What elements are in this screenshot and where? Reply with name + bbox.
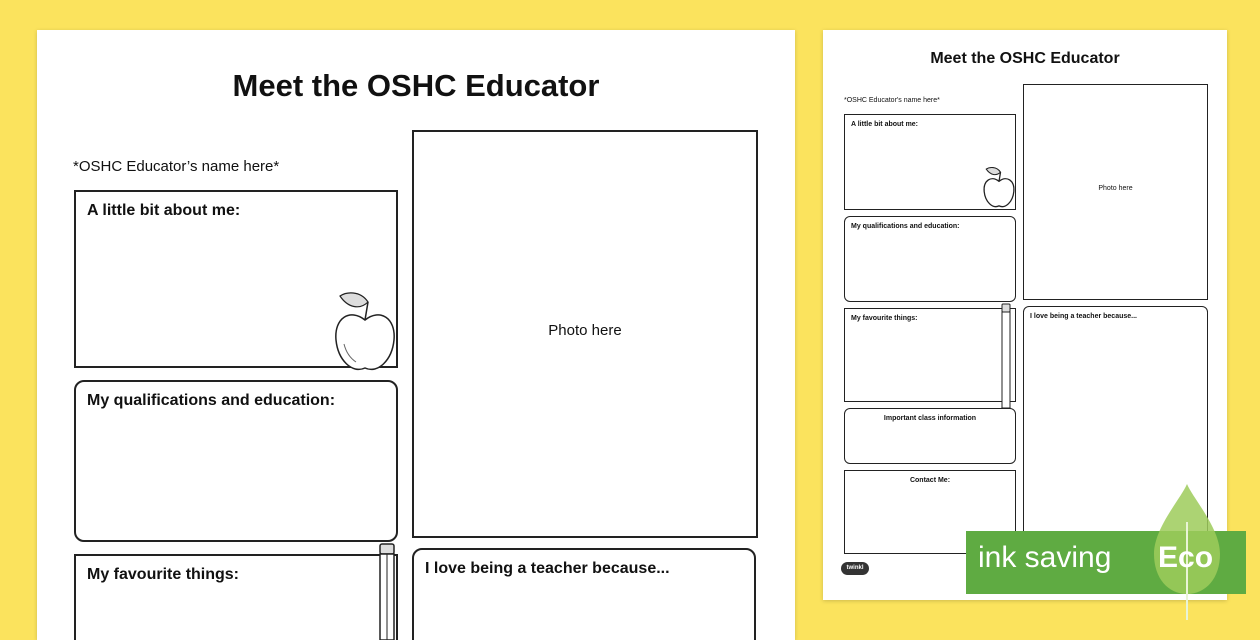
photo-label-small: Photo here (1098, 185, 1133, 192)
eco-label: Eco (1158, 541, 1214, 574)
love-teaching-label-small: I love being a teacher because... (1030, 313, 1137, 320)
ink-saving-text: ink saving (978, 541, 1112, 574)
photo-box (412, 130, 758, 538)
apple-icon (330, 288, 400, 378)
love-teaching-label: I love being a teacher because... (425, 560, 670, 577)
love-teaching-box (412, 548, 756, 640)
photo-box-small (1023, 84, 1208, 300)
worksheet-preview-large (37, 30, 795, 640)
pencil-icon-small (999, 302, 1013, 420)
worksheet-title-small: Meet the OSHC Educator (930, 50, 1120, 67)
favourite-things-box (74, 554, 398, 640)
educator-name-placeholder-small: *OSHC Educator's name here* (844, 97, 940, 104)
contact-label-small: Contact Me: (909, 477, 951, 484)
about-me-label: A little bit about me: (87, 202, 241, 219)
photo-label: Photo here (548, 322, 622, 339)
qualifications-label-small: My qualifications and education: (851, 223, 960, 230)
about-me-label-small: A little bit about me: (851, 121, 919, 128)
qualifications-label: My qualifications and education: (87, 392, 336, 409)
about-me-box (74, 190, 398, 368)
educator-name-placeholder: *OSHC Educator’s name here* (73, 158, 280, 175)
favourite-things-box-small (844, 308, 1016, 402)
worksheet-title: Meet the OSHC Educator (232, 68, 600, 103)
apple-icon-small (981, 165, 1017, 211)
qualifications-box-small (844, 216, 1016, 302)
pencil-icon (372, 542, 402, 640)
about-me-box-small (844, 114, 1016, 210)
favourite-things-label: My favourite things: (87, 566, 240, 583)
important-info-label-small: Important class information (883, 415, 977, 422)
favourite-things-label-small: My favourite things: (851, 315, 918, 322)
important-info-box-small (844, 408, 1016, 464)
brand-logo: twinkl (841, 562, 869, 575)
qualifications-box (74, 380, 398, 542)
